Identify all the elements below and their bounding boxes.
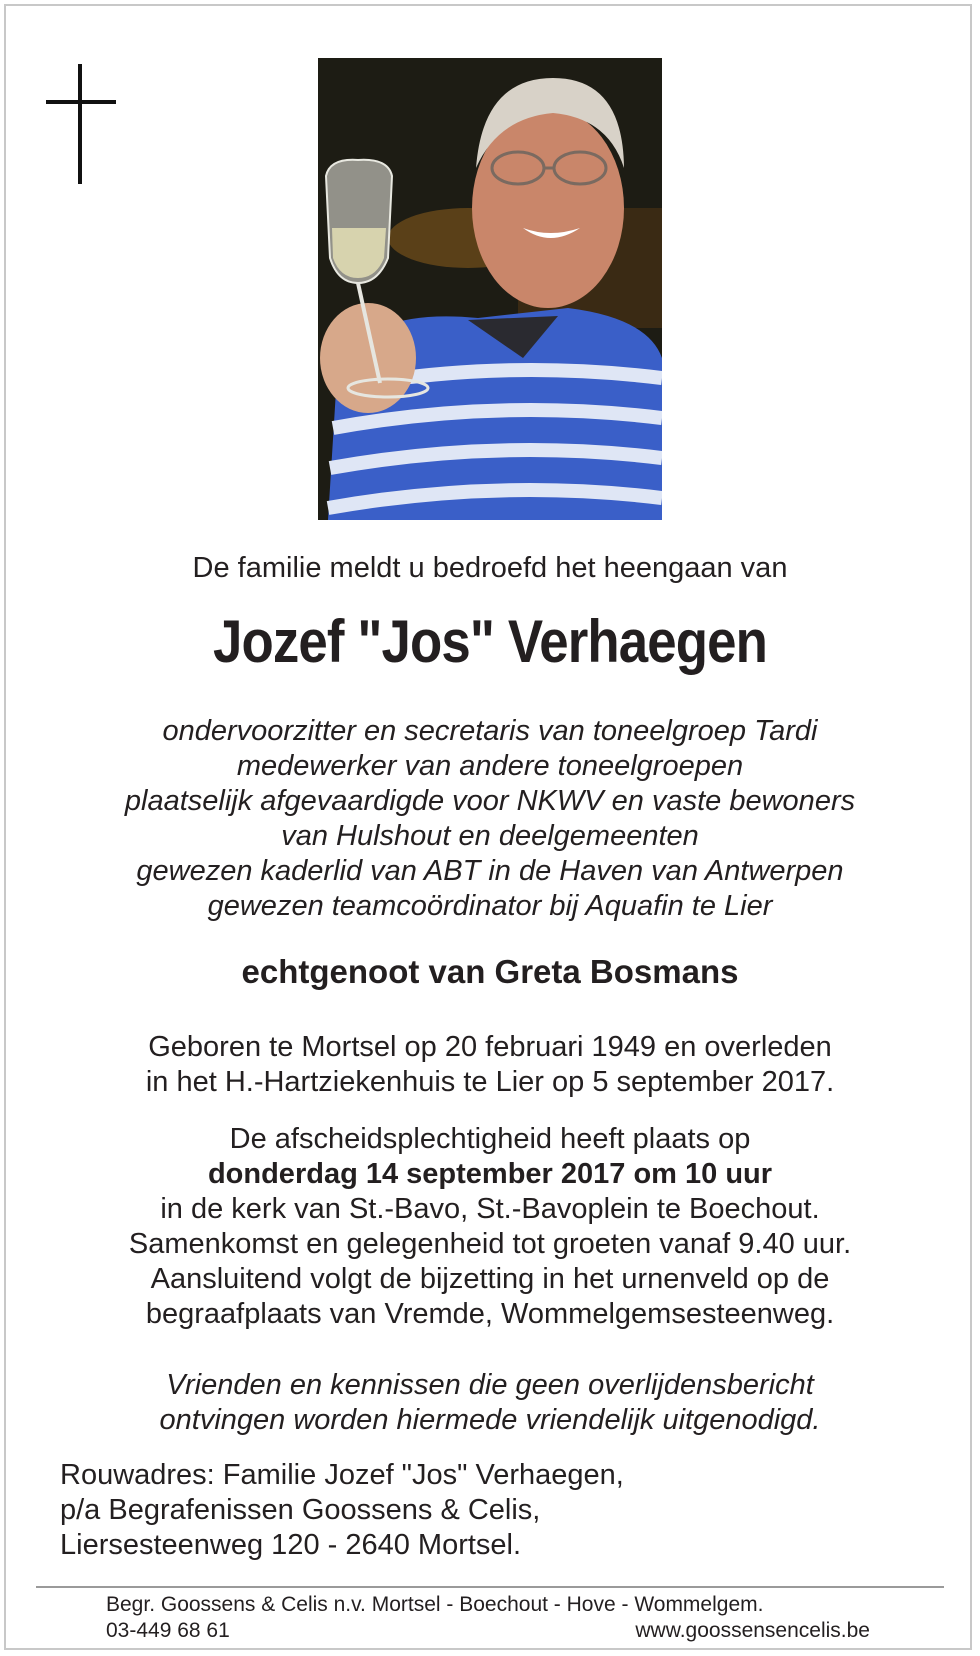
deceased-name: Jozef "Jos" Verhaegen [213, 608, 767, 675]
ceremony-detail: Aansluitend volgt de bijzetting in het urnenveld op de [150, 1263, 830, 1295]
role-line: ondervoorzitter en secretaris van toneelgroep Tardi [162, 715, 818, 747]
address-line: Liersesteenweg 120 - 2640 Mortsel. [60, 1529, 522, 1561]
cross-icon-bar [46, 100, 116, 104]
role-line: gewezen kaderlid van ABT in de Haven van Antwerpen [136, 855, 844, 887]
ceremony-intro: De afscheidsplechtigheid heeft plaats op [229, 1123, 751, 1155]
ceremony-detail: in de kerk van St.-Bavo, St.-Bavoplein te Boechout. [160, 1193, 820, 1225]
invitation-text [40, 1368, 940, 1438]
spouse-text: echtgenoot van Greta Bosmans [241, 953, 739, 990]
mourning-address [60, 1458, 624, 1563]
footer-phone: 03-449 68 61 [106, 1619, 230, 1642]
ceremony-datetime: donderdag 14 september 2017 om 10 uur [207, 1158, 773, 1190]
ceremony-detail: Samenkomst en gelegenheid tot groeten vanaf 9.40 uur. [128, 1228, 852, 1260]
address-line: Rouwadres: Familie Jozef "Jos" Verhaegen, [60, 1459, 624, 1491]
birth-death-text [40, 1030, 940, 1100]
role-line: plaatselijk afgevaardigde voor NKWV en vaste bewoners [124, 785, 856, 817]
invitation-line: ontvingen worden hiermede vriendelijk uitgenodigd. [159, 1404, 821, 1436]
ceremony-text [40, 1122, 940, 1332]
portrait-illustration [318, 58, 662, 520]
roles-list [40, 714, 940, 924]
invitation-line: Vrienden en kennissen die geen overlijdensbericht [166, 1369, 814, 1401]
footer-divider [36, 1586, 944, 1588]
role-line: medewerker van andere toneelgroepen [236, 750, 744, 782]
portrait-photo [318, 58, 662, 520]
death-line: in het H.-Hartziekenhuis te Lier op 5 september 2017. [145, 1066, 835, 1098]
address-line: p/a Begrafenissen Goossens & Celis, [60, 1494, 541, 1526]
footer-company: Begr. Goossens & Celis n.v. Mortsel - Boechout - Hove - Wommelgem. [106, 1593, 764, 1616]
announcement-text: De familie meldt u bedroefd het heengaan van [192, 552, 788, 584]
cross-icon [78, 64, 82, 184]
birth-line: Geboren te Mortsel op 20 februari 1949 en overleden [148, 1031, 832, 1063]
footer-website[interactable]: www.goossensencelis.be [635, 1619, 870, 1642]
role-line: van Hulshout en deelgemeenten [281, 820, 699, 852]
ceremony-detail: begraafplaats van Vremde, Wommelgemsesteenweg. [145, 1298, 835, 1330]
role-line: gewezen teamcoördinator bij Aquafin te Lier [207, 890, 773, 922]
